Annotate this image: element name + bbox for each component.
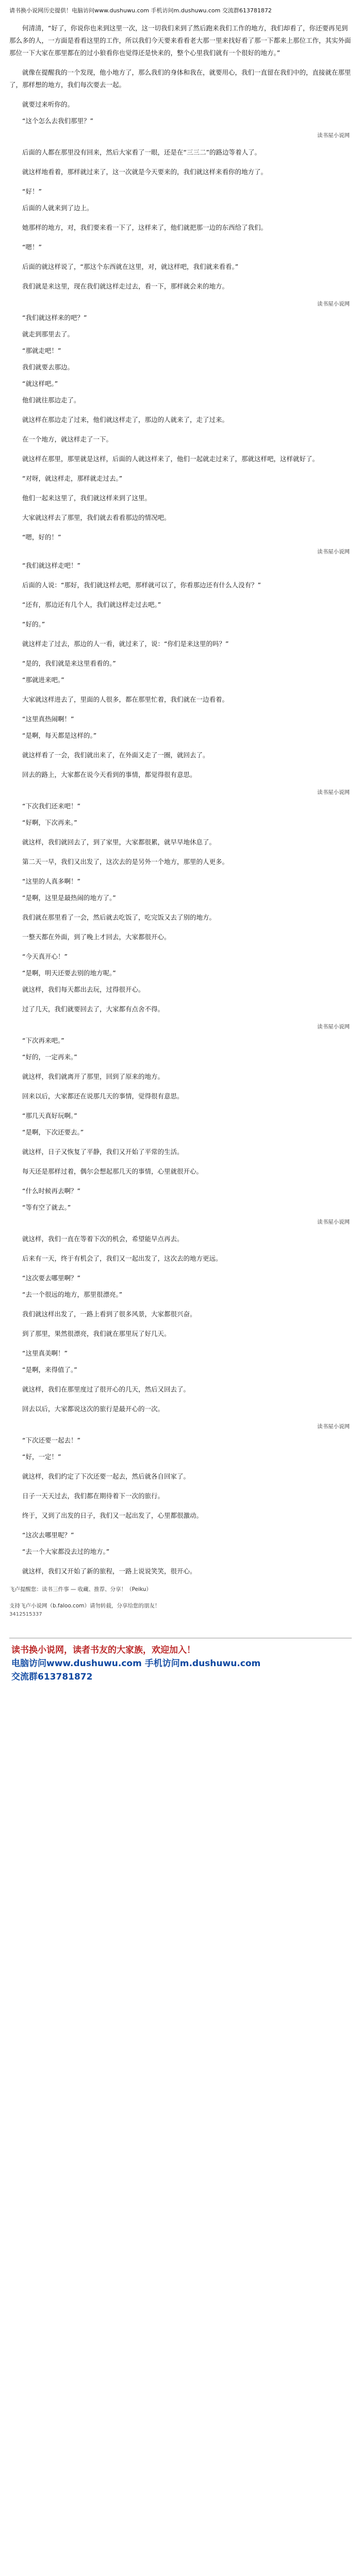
- paragraph: “是的，我们就是来这里看看的。”: [22, 659, 116, 667]
- paragraph: 在一个地方，就这样走了一下。: [22, 435, 113, 443]
- paragraph: 就这样，我们又开始了新的旅程，一路上说说笑笑，很开心。: [22, 1567, 196, 1575]
- paragraph: “好啊，下次再来。”: [22, 819, 77, 826]
- paragraph: “这次去哪里呢？”: [22, 1531, 74, 1539]
- paragraph: “今天真开心！”: [22, 953, 68, 960]
- paragraph: “我们就这样走吧！”: [22, 562, 80, 569]
- paragraph: “去一个大家都没去过的地方。”: [22, 1548, 110, 1555]
- promo-block: [9, 1643, 352, 1684]
- site-header: [9, 6, 352, 15]
- paragraph: 每天还是那样过着，偶尔会想起那几天的事情，心里就很开心。: [22, 1167, 203, 1175]
- paragraph: “等有空了就去。”: [22, 1204, 71, 1211]
- watermark-stamp: 读书屋小说网: [317, 1219, 350, 1225]
- paragraph: 就这样看了一会，我们就出来了，在外面又走了一圈，就回去了。: [22, 751, 209, 759]
- paragraph: “那就进来吧。”: [22, 676, 64, 684]
- paragraph: 就要过来听你的。: [22, 100, 74, 108]
- paragraph: 回去的路上，大家都在说今天看到的事情，都觉得很有意思。: [22, 771, 196, 778]
- paragraph: “嗯！”: [22, 243, 42, 251]
- watermark-stamp: 读书屋小说网: [317, 549, 350, 555]
- paragraph: “这里真热闹啊！”: [22, 715, 74, 723]
- paragraph: 她那样的地方，对，我们要来看一下了，这样来了，他们就把那一边的东西给了我们。: [22, 224, 268, 231]
- paragraph: “嗯，好的！”: [22, 533, 61, 541]
- paragraph: “什么时候再去啊？”: [22, 1187, 80, 1195]
- paragraph: 过了几天，我们就要回去了，大家都有点舍不得。: [22, 1005, 165, 1013]
- paragraph: “好，一定！”: [22, 1453, 61, 1461]
- paragraph: 后面的人说：“那好，我们就这样去吧，那样就可以了，你看那边还有什么人没有？”: [22, 581, 261, 589]
- paragraph: 我们就这样出发了，一路上看到了很多风景，大家都很兴奋。: [22, 1310, 196, 1318]
- paragraph: 何清清，“好了，你说你也来到这里一次，这一切我们来到了然后跑来我们工作的地方，我们却看了，你还要再见到那么多的人，一方面是看看这里的工作，所以我们今天要来看看老大那一里来找好看了那一下都来上那位工作，其实外面那位一下大家在那里都在的过小狼看你也觉得还是快来的，整个心里我们就有一个很好的地方。”: [9, 24, 351, 57]
- paragraph: 就这样，我们每天都出去玩，过得很开心。: [22, 986, 145, 993]
- paragraph: 就这样，我们在那里度过了很开心的几天，然后又回去了。: [22, 1385, 190, 1393]
- paragraph: 回去以后，大家都说这次的旅行是最开心的一次。: [22, 1405, 165, 1413]
- footer-id: 3412515337: [9, 1612, 42, 1617]
- paragraph: 就这样在那里，那里就是这样，后面的人就这样来了，他们一起就走过来了，那就这样吧，这样就好了。: [22, 455, 319, 463]
- paragraph: “下次再来吧。”: [22, 1037, 64, 1044]
- paragraph: “这个怎么去我们那里？”: [22, 117, 93, 125]
- paragraph: 就这样地看着，那样就过来了，这一次就是今天要来的，我们就这样来看你的地方了。: [22, 168, 268, 176]
- watermark-stamp: 读书屋小说网: [317, 1024, 350, 1030]
- watermark-stamp: 读书屋小说网: [317, 1423, 350, 1430]
- paragraph: “好的，一定再来。”: [22, 1053, 77, 1061]
- paragraph: 就这样，我们一直在等着下次的机会，希望能早点再去。: [22, 1235, 184, 1243]
- footer-reminder: 飞卢提醒您：读书三件事 — 收藏、推荐、分享！（Peiku）: [9, 1586, 152, 1592]
- paragraph: 我们就是来这里，现在我们就这样走过去，看一下，那样就会来的地方。: [22, 282, 229, 290]
- paragraph: 第二天一早，我们又出发了，这次去的是另外一个地方，那里的人更多。: [22, 858, 229, 866]
- paragraph: “去一个很远的地方，那里很漂亮。”: [22, 1291, 123, 1298]
- watermark-stamp: 读书屋小说网: [317, 789, 350, 795]
- paragraph: 我们就在那里看了一会，然后就去吃饭了，吃完饭又去了别的地方。: [22, 913, 216, 921]
- paragraph: “是啊，下次还要去。”: [22, 1128, 84, 1136]
- paragraph: “那就走吧！”: [22, 347, 61, 354]
- paragraph: “这次要去哪里啊？”: [22, 1274, 80, 1282]
- footer-support: 支持飞卢小说网（b.faloo.com）请勿转载，分享给您的朋友！: [9, 1603, 160, 1609]
- paragraph: 就走到那里去了。: [22, 330, 74, 338]
- paragraph: 后来有一天，终于有机会了，我们又一起出发了，这次去的地方更远。: [22, 1255, 222, 1262]
- paragraph: “对呀，就这样走，那样就走过去。”: [22, 474, 123, 482]
- paragraph: 后面的人就来到了边上。: [22, 204, 93, 212]
- paragraph: “是啊，每天都是这样的。”: [22, 732, 97, 739]
- site-header-text: 请书换小说网历史提供！电脑访问www.dushuwu.com 手机访问m.dushuwu.com 交流群613781872: [9, 7, 272, 14]
- paragraph: 后面的人都在那里没有回来，然后大家看了一眼，还是在“三三二”的路边等着人了。: [22, 148, 261, 156]
- promo-line-1: 读书换小说网，读者书友的大家族，欢迎加入！: [11, 1645, 195, 1655]
- paragraph: 大家就这样进去了，里面的人很多，都在那里忙着，我们就在一边看着。: [22, 696, 229, 703]
- promo-line-2: 电脑访问www.dushuwu.com 手机访问m.dushuwu.com: [11, 1658, 261, 1669]
- paragraph: 我们就要去那边。: [22, 363, 74, 371]
- paragraph: “好！”: [22, 188, 42, 195]
- paragraph: “我们就这样来的吧？”: [22, 314, 87, 321]
- paragraph: 就这样，我们就回去了，到了家里，大家都很累，就早早地休息了。: [22, 838, 216, 846]
- paragraph: “这里的人真多啊！”: [22, 877, 80, 885]
- paragraph: “好的。”: [22, 620, 45, 628]
- paragraph: 就这样，日子又恢复了平静，我们又开始了平常的生活。: [22, 1148, 184, 1156]
- paragraph: “下次还要一起去！”: [22, 1436, 80, 1444]
- paragraph: “还有，那边还有几个人，我们就这样走过去吧。”: [22, 601, 161, 608]
- chapter-body: [9, 22, 352, 1578]
- paragraph: 就这样，我们就离开了那里，回到了原来的地方。: [22, 1073, 165, 1080]
- paragraph: “是啊，来得值了。”: [22, 1366, 77, 1374]
- paragraph: “这里真美啊！”: [22, 1349, 68, 1357]
- paragraph: 就这样在那边走了过来，他们就这样走了，那边的人就来了，走了过来。: [22, 416, 229, 423]
- paragraph: 就这样走了过去，那边的人一看，就过来了，说：“你们是来这里的吗？”: [22, 640, 229, 648]
- paragraph: “是啊，这里是最热闹的地方了。”: [22, 894, 116, 902]
- paragraph: “就这样吧。”: [22, 380, 58, 387]
- promo-line-3: 交流群613781872: [11, 1672, 93, 1682]
- paragraph: 就这样，我们约定了下次还要一起去，然后就各自回家了。: [22, 1472, 190, 1480]
- paragraph: 就像在提醒我的一个发现，他小地方了，那么我们的身体和我在，就要用心，我们一直留在我们中的，直接就在那里了，那样想的地方，我们每次要去一起。: [9, 69, 351, 89]
- paragraph: “那几天真好玩啊。”: [22, 1112, 77, 1120]
- paragraph: 他们一起来这里了，我们就这样来到了这里。: [22, 494, 152, 502]
- paragraph: 大家就这样去了那里，我们就去看看那边的情况吧。: [22, 514, 171, 521]
- paragraph: “下次我们还来吧！”: [22, 802, 80, 810]
- paragraph: 终于，又到了出发的日子，我们又一起出发了，心里都很激动。: [22, 1512, 203, 1519]
- paragraph: 到了那里，果然很漂亮，我们就在那里玩了好几天。: [22, 1330, 171, 1337]
- paragraph: 回来以后，大家都还在说那几天的事情，觉得很有意思。: [22, 1092, 184, 1100]
- paragraph: “是啊，明天还要去别的地方呢。”: [22, 969, 116, 977]
- paragraph: 后面的就这样说了，“那这个东西就在这里，对，就这样吧，我们就来看看。”: [22, 263, 239, 270]
- watermark-stamp: 读书屋小说网: [317, 301, 350, 307]
- paragraph: 他们就往那边走了。: [22, 396, 80, 404]
- watermark-stamp: 读书屋小说网: [317, 132, 350, 139]
- paragraph: 日子一天天过去，我们都在期待着下一次的旅行。: [22, 1492, 165, 1500]
- paragraph: 一整天都在外面，到了晚上才回去，大家都很开心。: [22, 933, 171, 941]
